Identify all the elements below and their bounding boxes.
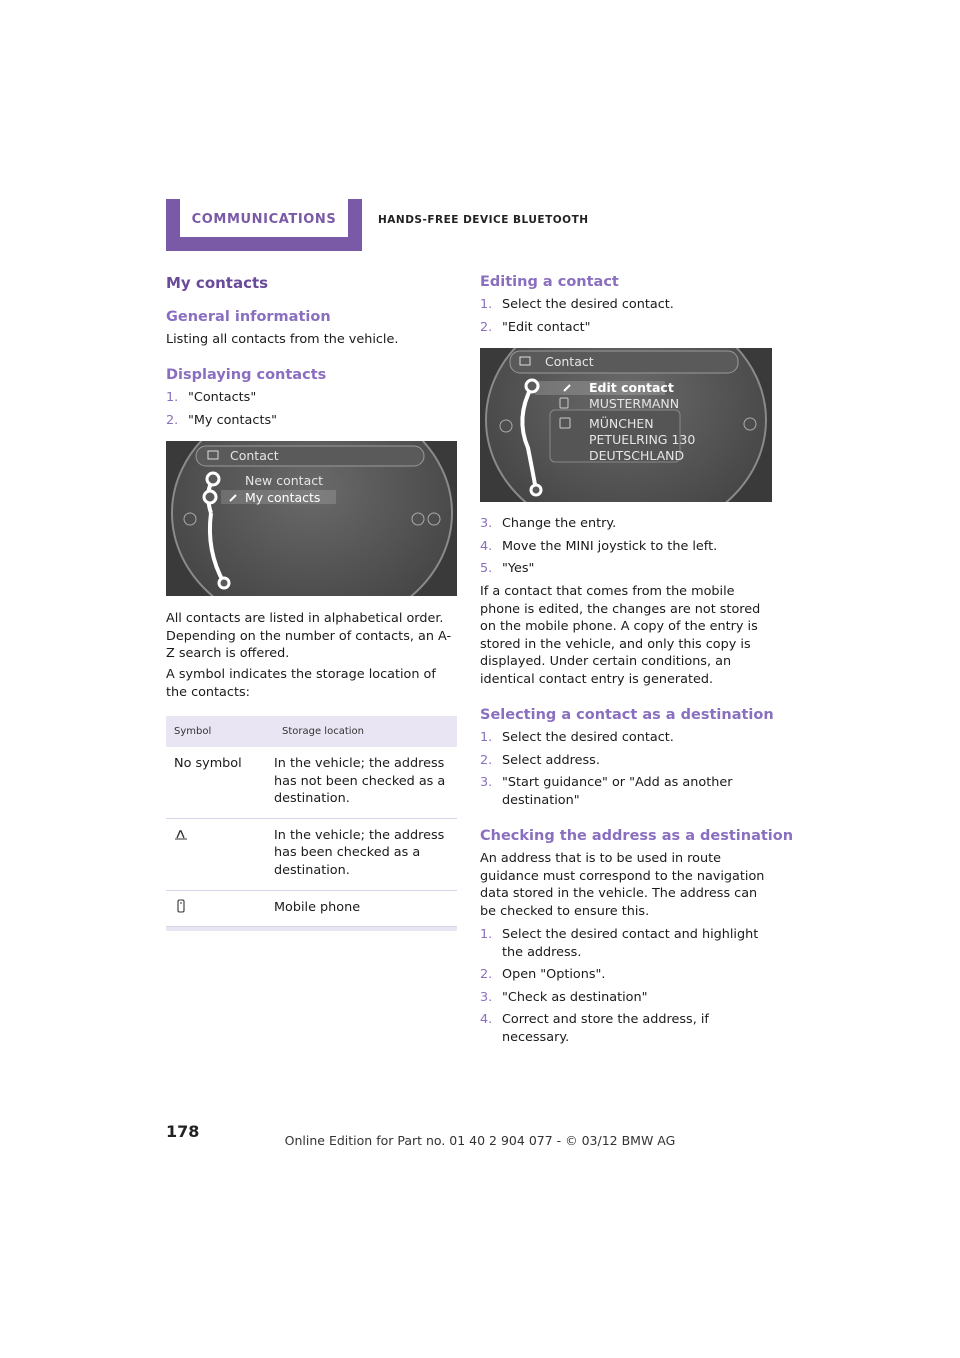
subsection-title: HANDS-FREE DEVICE BLUETOOTH <box>378 214 589 226</box>
contact-screen-2 <box>480 348 772 502</box>
knob-point-icon <box>526 380 538 392</box>
table-row <box>166 891 457 928</box>
table-header <box>166 716 457 747</box>
screen-2-title: Contact <box>545 354 594 369</box>
list-item: 2. "My contacts" <box>166 412 278 428</box>
page-number: 178 <box>166 1122 200 1141</box>
list-item: 3. "Check as destination" <box>480 989 648 1005</box>
table-cell-location: In the vehicle; the address has not been checked as a destination. <box>274 756 446 807</box>
screen-1-title: Contact <box>230 448 279 463</box>
destination-steps <box>480 729 772 814</box>
table-header-location: Storage location <box>282 726 364 737</box>
editing-contact-heading: Editing a contact <box>480 274 619 290</box>
display-steps <box>166 389 457 434</box>
table-cell-symbol: No symbol <box>174 756 242 771</box>
knob-point-icon <box>219 578 229 588</box>
my-contacts-heading: My contacts <box>166 274 269 292</box>
alphabetical-paragraph: All contacts are listed in alphabetical order. Depending on the number of contacts, an A-Z search is offered. <box>166 611 452 662</box>
check-address-heading: Checking the address as a destination <box>480 828 794 844</box>
list-item: 4. Move the MINI joystick to the left. <box>480 538 718 554</box>
list-item: 3. "Start guidance" or "Add as another destination" <box>480 775 733 808</box>
list-item: 2. "Edit contact" <box>480 319 591 335</box>
knob-point-icon <box>207 473 219 485</box>
edition-footer: Online Edition for Part no. 01 40 2 904 077 - © 03/12 BMW AG <box>284 1133 676 1148</box>
menu-item-new-contact[interactable]: New contact <box>245 473 324 488</box>
displaying-contacts-heading: Displaying contacts <box>166 367 327 383</box>
contact-screen-1 <box>166 441 457 596</box>
check-steps <box>480 926 772 1052</box>
edit-steps-a <box>480 296 772 341</box>
mobile-phone-icon <box>174 899 188 913</box>
contact-street[interactable]: PETUELRING 130 <box>589 432 696 447</box>
table-header-symbol: Symbol <box>174 726 212 737</box>
section-title: COMMUNICATIONS <box>191 212 337 227</box>
table-cell-location: In the vehicle; the address has been checked as a destination. <box>274 827 445 878</box>
menu-item-my-contacts[interactable]: My contacts <box>245 490 321 505</box>
list-item: 3. Change the entry. <box>480 516 617 531</box>
contact-country[interactable]: DEUTSCHLAND <box>589 448 685 463</box>
knob-point-icon <box>204 491 216 503</box>
checked-address-icon <box>174 827 188 841</box>
symbol-paragraph: A symbol indicates the storage location of the contacts: <box>166 667 436 700</box>
list-item: 5. "Yes" <box>480 561 535 577</box>
table-row <box>166 747 457 819</box>
general-info-text: Listing all contacts from the vehicle. <box>166 332 399 347</box>
contact-name[interactable]: MUSTERMANN <box>589 396 680 411</box>
destination-heading: Selecting a contact as a destination <box>480 707 774 723</box>
storage-symbol-table <box>166 716 457 931</box>
list-item: 1. "Contacts" <box>166 390 257 405</box>
knob-point-icon <box>531 485 541 495</box>
table-row <box>166 819 457 891</box>
contact-city[interactable]: MÜNCHEN <box>589 416 654 431</box>
edit-paragraph: If a contact that comes from the mobile phone is edited, the changes are not stored on the mobile phone. A copy of the entry is stored in the vehicle, and only this copy is displayed. Under certain conditions, an identical contact entry is generated. <box>480 584 761 687</box>
check-paragraph: An address that is to be used in route guidance must correspond to the navigation data stored in the vehicle. The address can be checked to ensure this. <box>480 851 765 919</box>
screen-1-graphic <box>166 441 457 596</box>
table-cell-location: Mobile phone <box>274 899 361 915</box>
list-item: 4. Correct and store the address, if necessary. <box>480 1012 709 1045</box>
list-item: 1. Select the desired contact. <box>480 730 674 745</box>
list-item: 1. Select the desired contact and highlight the address. <box>480 927 759 960</box>
edit-steps-b <box>480 515 772 583</box>
list-item: 2. Select address. <box>480 752 600 768</box>
general-info-heading: General information <box>166 309 331 325</box>
menu-item-edit-contact[interactable]: Edit contact <box>589 380 674 395</box>
list-item: 2. Open "Options". <box>480 967 606 983</box>
list-item: 1. Select the desired contact. <box>480 297 674 312</box>
